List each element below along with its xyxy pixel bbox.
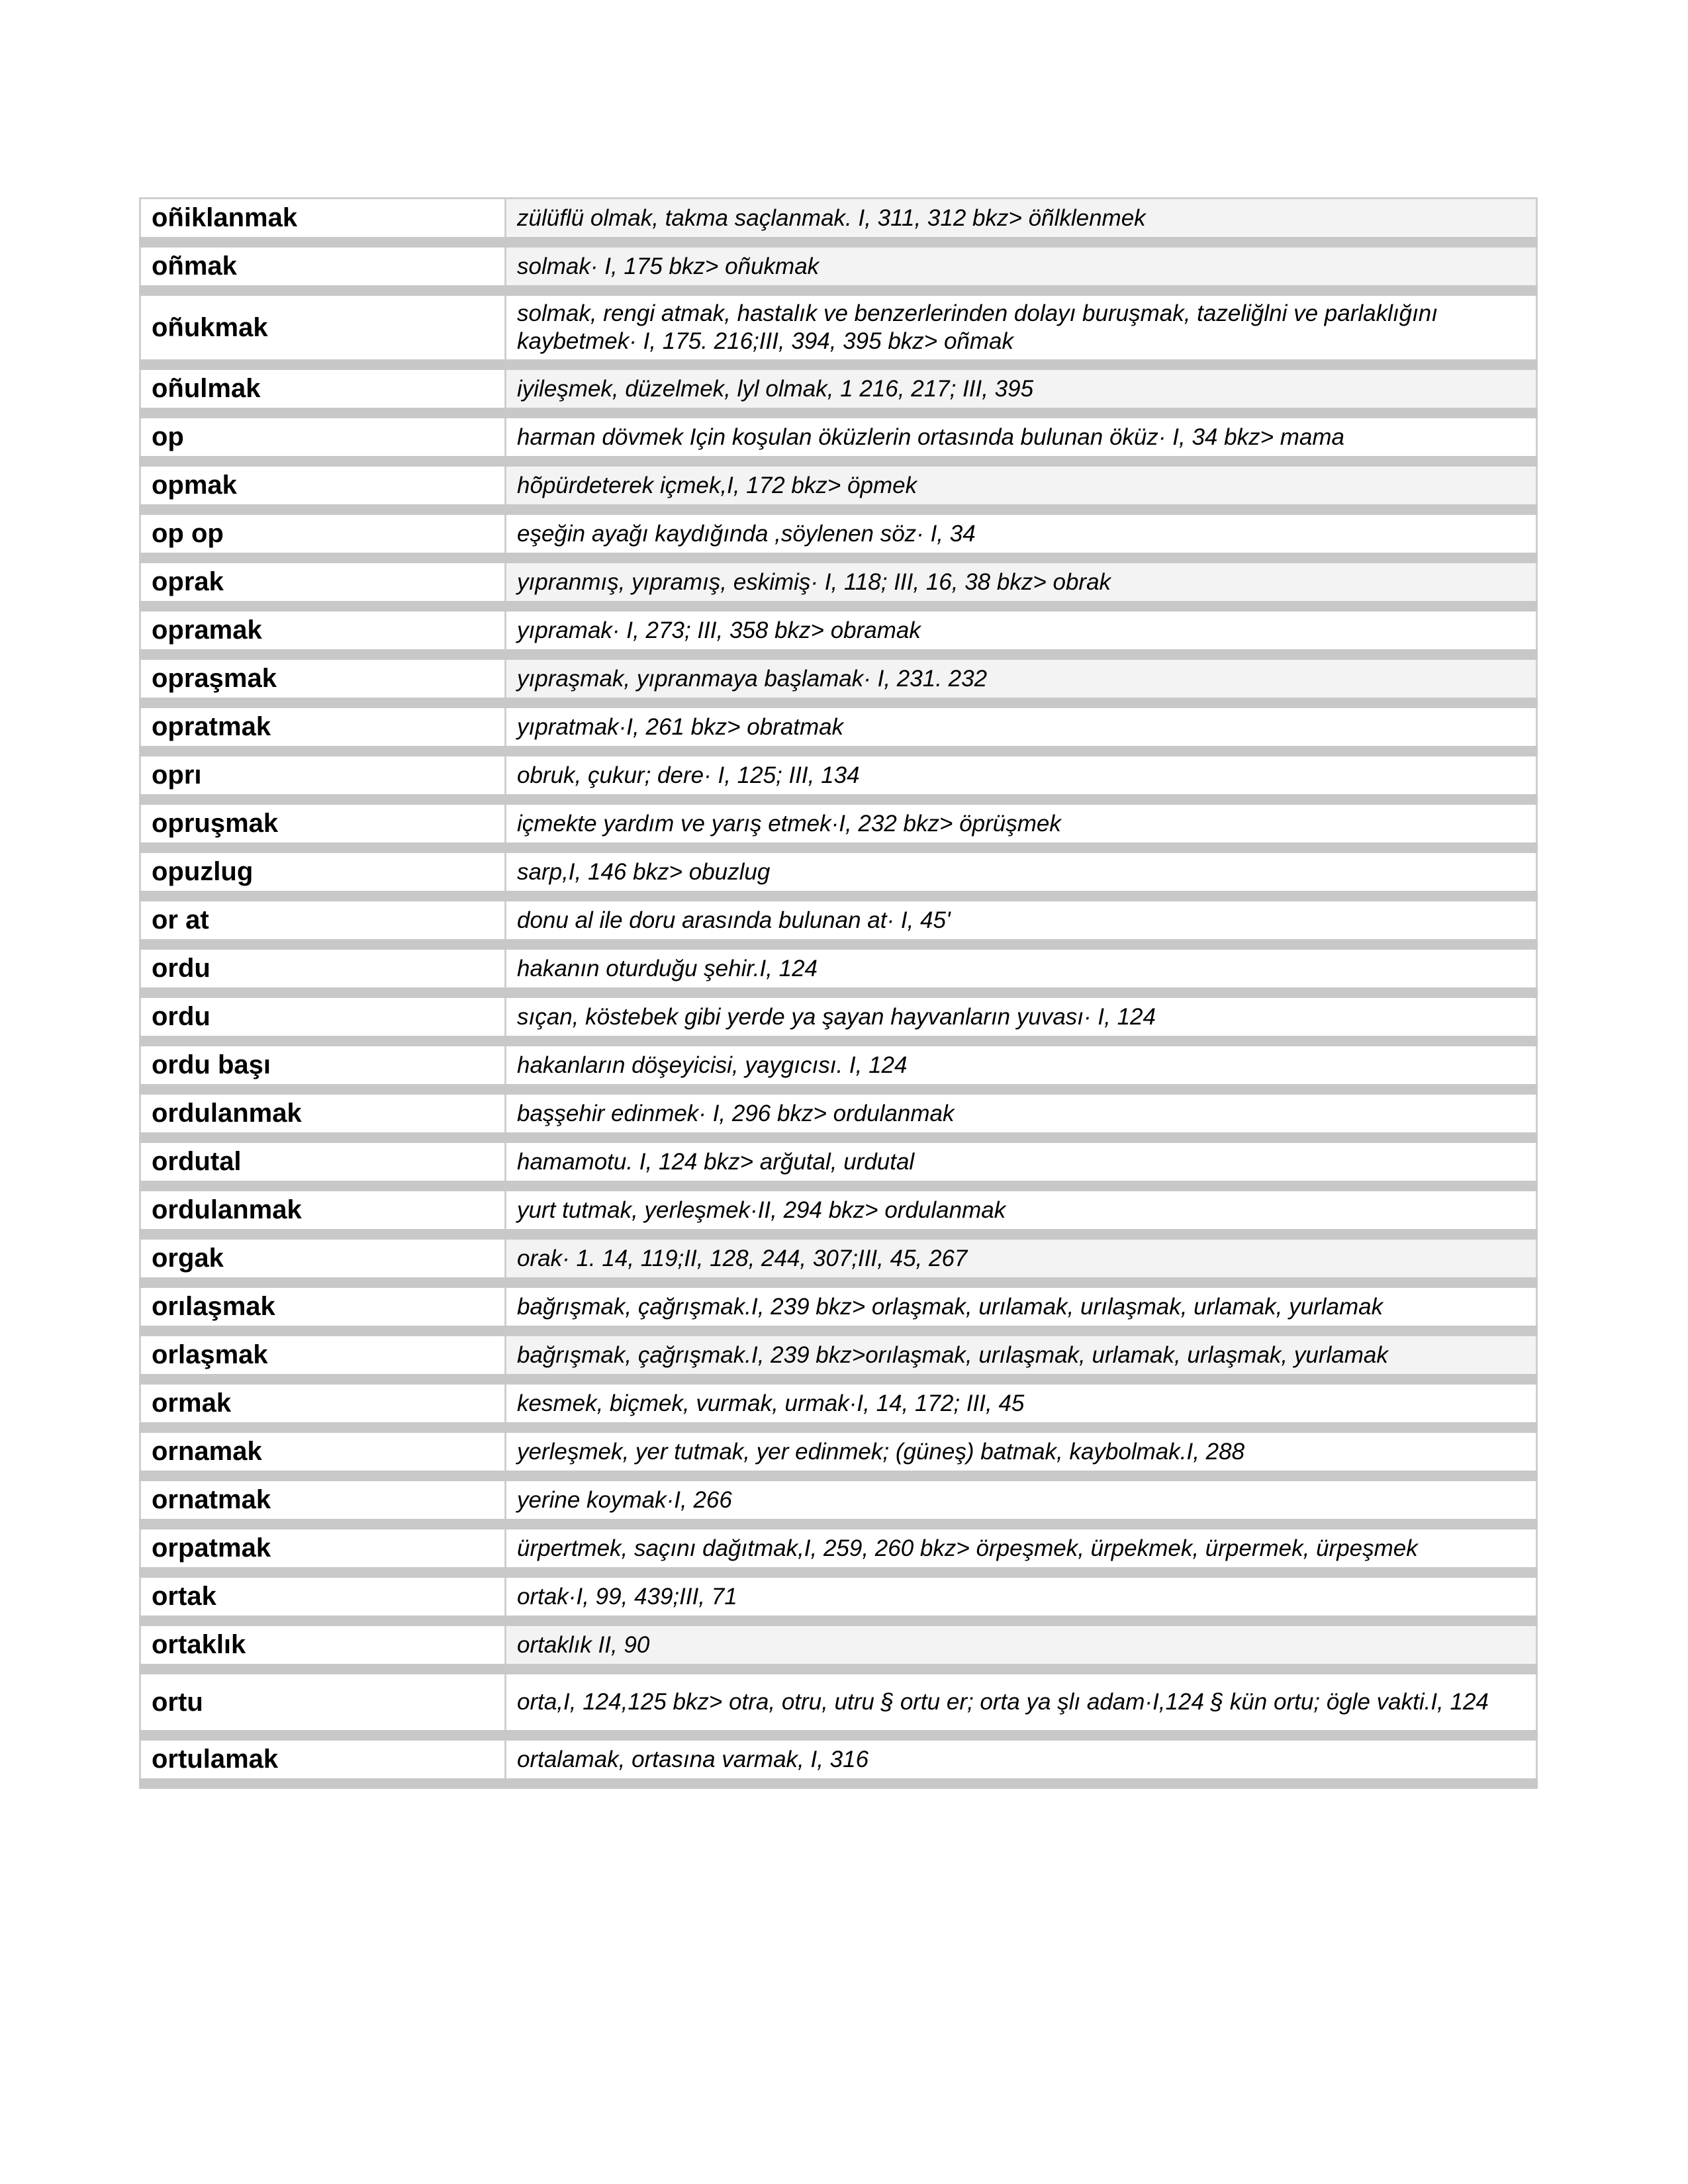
entry-term: opraşmak [140, 655, 506, 703]
entry-term: op [140, 413, 506, 461]
table-row [140, 751, 1537, 799]
entry-definition: ortalamak, ortasına varmak, I, 316 [506, 1735, 1537, 1784]
table-row [140, 703, 1537, 751]
entry-term: oñukmak [140, 291, 506, 365]
entry-definition: donu al ile doru arasında bulunan at· I, 45' [506, 896, 1537, 944]
entry-term: ortaklık [140, 1621, 506, 1669]
entry-term: opruşmak [140, 799, 506, 848]
entry-definition: zülüflü olmak, takma saçlanmak. I, 311, 312 bkz> öñlklenmek [506, 199, 1537, 243]
entry-term: orgak [140, 1234, 506, 1283]
entry-term: ordulanmak [140, 1089, 506, 1138]
table-row [140, 1283, 1537, 1331]
entry-term: oñulmak [140, 365, 506, 413]
entry-term: oñmak [140, 242, 506, 291]
table-row [140, 1476, 1537, 1524]
entry-term: oprak [140, 558, 506, 606]
entry-definition: yerleşmek, yer tutmak, yer edinmek; (güneş) batmak, kaybolmak.I, 288 [506, 1428, 1537, 1476]
table-row [140, 1089, 1537, 1138]
table-row [140, 291, 1537, 365]
entry-definition: yerine koymak·I, 266 [506, 1476, 1537, 1524]
table-row [140, 799, 1537, 848]
table-row [140, 993, 1537, 1041]
entry-definition: bağrışmak, çağrışmak.I, 239 bkz>orılaşmak, urılaşmak, urlamak, urlaşmak, yurlamak [506, 1331, 1537, 1379]
entry-definition: başşehir edinmek· I, 296 bkz> ordulanmak [506, 1089, 1537, 1138]
entry-definition: orta,I, 124,125 bkz> otra, otru, utru § ortu er; orta ya şlı adam·I,124 § kün ortu; ögle vakti.I, 124 [506, 1669, 1537, 1735]
entry-term: op op [140, 510, 506, 558]
entry-definition: solmak, rengi atmak, hastalık ve benzerlerinden dolayı buruşmak, tazeliğlni ve parlaklığını kaybetmek· I, 175. 216;III, 394, 395 bkz> oñmak [506, 291, 1537, 365]
entry-term: orpatmak [140, 1524, 506, 1572]
entry-definition: obruk, çukur; dere· I, 125; III, 134 [506, 751, 1537, 799]
entry-definition: solmak· I, 175 bkz> oñukmak [506, 242, 1537, 291]
entry-term: orılaşmak [140, 1283, 506, 1331]
entry-term: ordu [140, 944, 506, 993]
table-row [140, 944, 1537, 993]
entry-term: oñiklanmak [140, 199, 506, 243]
entry-term: ordu başı [140, 1041, 506, 1089]
entry-term: ormak [140, 1379, 506, 1428]
entry-term: opratmak [140, 703, 506, 751]
table-row [140, 655, 1537, 703]
entry-term: ornamak [140, 1428, 506, 1476]
entry-definition: yıpraşmak, yıpranmaya başlamak· I, 231. 232 [506, 655, 1537, 703]
entry-definition: yıpramak· I, 273; III, 358 bkz> obramak [506, 606, 1537, 655]
entry-definition: eşeğin ayağı kaydığında ,söylenen söz· I, 34 [506, 510, 1537, 558]
entry-term: ornatmak [140, 1476, 506, 1524]
entry-term: oprı [140, 751, 506, 799]
table-row [140, 365, 1537, 413]
entry-definition: ortak·I, 99, 439;III, 71 [506, 1572, 1537, 1621]
entry-term: ortak [140, 1572, 506, 1621]
dictionary-table [139, 197, 1538, 1789]
table-row [140, 413, 1537, 461]
entry-definition: bağrışmak, çağrışmak.I, 239 bkz> orlaşmak, urılamak, urılaşmak, urlamak, yurlamak [506, 1283, 1537, 1331]
table-row [140, 558, 1537, 606]
entry-term: opuzlug [140, 848, 506, 896]
entry-term: ortulamak [140, 1735, 506, 1784]
table-row [140, 1524, 1537, 1572]
table-row [140, 1041, 1537, 1089]
table-row [140, 606, 1537, 655]
table-row [140, 1331, 1537, 1379]
entry-definition: harman dövmek Için koşulan öküzlerin ortasında bulunan öküz· I, 34 bkz> mama [506, 413, 1537, 461]
table-row [140, 1572, 1537, 1621]
dictionary-body [140, 199, 1537, 1784]
table-row [140, 1669, 1537, 1735]
table-row [140, 1186, 1537, 1234]
table-row [140, 848, 1537, 896]
entry-term: opramak [140, 606, 506, 655]
entry-term: opmak [140, 461, 506, 510]
entry-definition: hõpürdeterek içmek,I, 172 bkz> öpmek [506, 461, 1537, 510]
entry-definition: içmekte yardım ve yarış etmek·I, 232 bkz> öprüşmek [506, 799, 1537, 848]
entry-term: ortu [140, 1669, 506, 1735]
entry-definition: orak· 1. 14, 119;II, 128, 244, 307;III, 45, 267 [506, 1234, 1537, 1283]
entry-definition: kesmek, biçmek, vurmak, urmak·I, 14, 172; III, 45 [506, 1379, 1537, 1428]
table-row [140, 896, 1537, 944]
entry-term: or at [140, 896, 506, 944]
entry-definition: yurt tutmak, yerleşmek·II, 294 bkz> ordulanmak [506, 1186, 1537, 1234]
table-row [140, 1234, 1537, 1283]
entry-term: orlaşmak [140, 1331, 506, 1379]
table-row [140, 199, 1537, 243]
table-row [140, 1379, 1537, 1428]
entry-definition: hamamotu. I, 124 bkz> arğutal, urdutal [506, 1138, 1537, 1186]
entry-definition: ortaklık II, 90 [506, 1621, 1537, 1669]
entry-definition: hakanların döşeyicisi, yaygıcısı. I, 124 [506, 1041, 1537, 1089]
entry-definition: hakanın oturduğu şehir.I, 124 [506, 944, 1537, 993]
entry-definition: ürpertmek, saçını dağıtmak,I, 259, 260 bkz> örpeşmek, ürpekmek, ürpermek, ürpeşmek [506, 1524, 1537, 1572]
entry-definition: sarp,I, 146 bkz> obuzlug [506, 848, 1537, 896]
entry-term: ordu [140, 993, 506, 1041]
entry-definition: yıpranmış, yıpramış, eskimiş· I, 118; III, 16, 38 bkz> obrak [506, 558, 1537, 606]
table-row [140, 461, 1537, 510]
entry-term: ordulanmak [140, 1186, 506, 1234]
entry-term: ordutal [140, 1138, 506, 1186]
table-row [140, 1428, 1537, 1476]
table-row [140, 1735, 1537, 1784]
table-row [140, 1138, 1537, 1186]
table-row [140, 510, 1537, 558]
entry-definition: iyileşmek, düzelmek, lyl olmak, 1 216, 217; III, 395 [506, 365, 1537, 413]
entry-definition: sıçan, köstebek gibi yerde ya şayan hayvanların yuvası· I, 124 [506, 993, 1537, 1041]
table-row [140, 1621, 1537, 1669]
entry-definition: yıpratmak·I, 261 bkz> obratmak [506, 703, 1537, 751]
table-row [140, 242, 1537, 291]
